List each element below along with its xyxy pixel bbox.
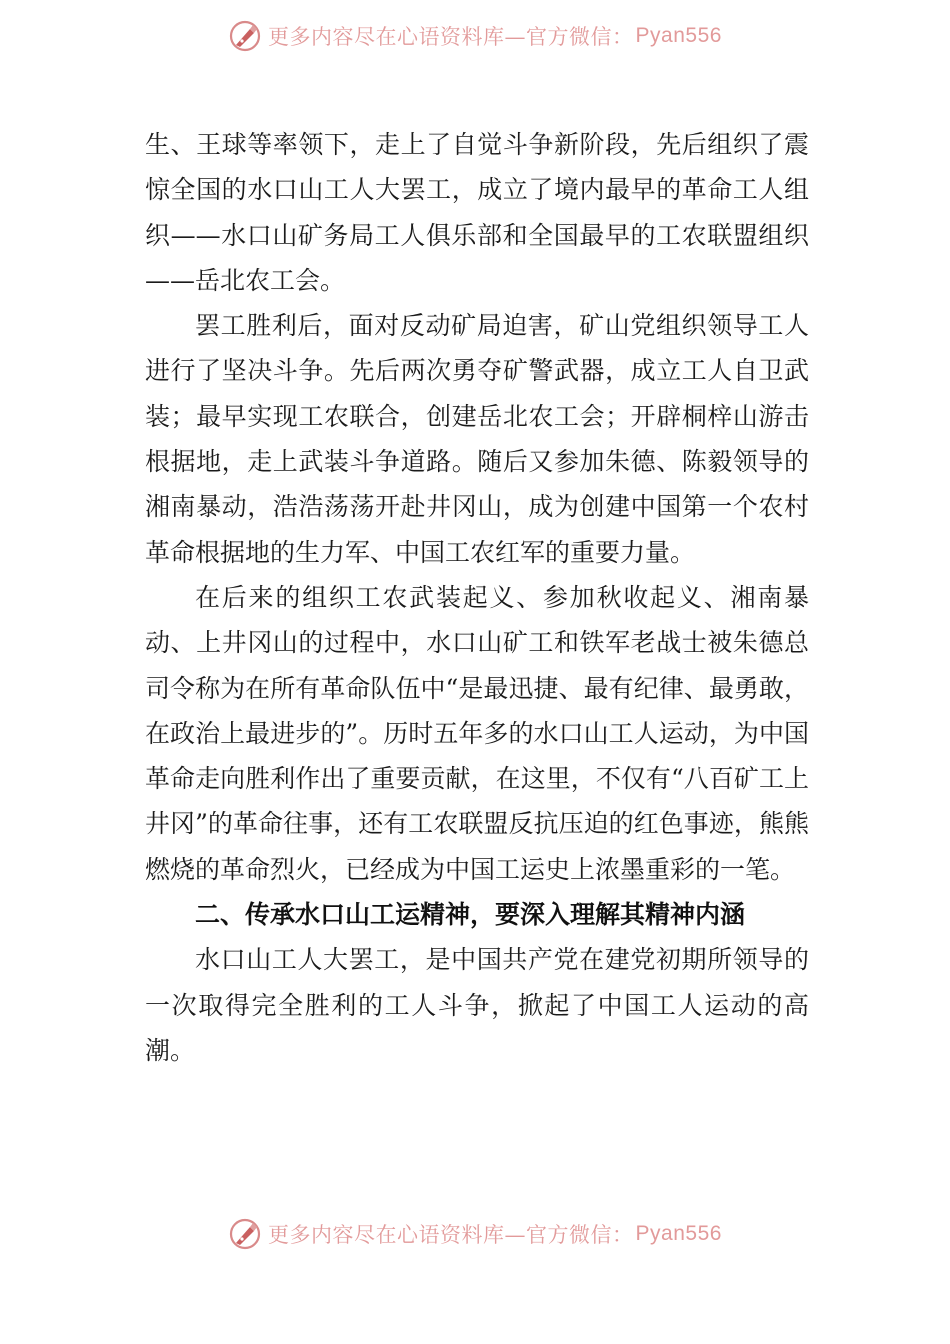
paragraph-continuation: 生、王球等率领下，走上了自觉斗争新阶段，先后组织了震惊全国的水口山工人大罢工，成立了境内最早的革命工人组织——水口山矿务局工人俱乐部和全国最早的工农联盟组织——岳北农工会。 — [145, 130, 809, 295]
paragraph-strike-victory: 罢工胜利后，面对反动矿局迫害，矿山党组织领导工人进行了坚决斗争。先后两次勇夺矿警武器，成立工人自卫武装；最早实现工农联合，创建岳北农工会；开辟桐梓山游击根据地，走上武装斗争道路。随后又参加朱德、陈毅领导的湘南暴动，浩浩荡荡开赴井冈山，成为创建中国第一个农村革命根据地的生力军、中国工农红军的重要力量。 — [145, 311, 809, 567]
header-watermark-text: 更多内容尽在心语资料库—官方微信： — [268, 25, 634, 49]
footer-watermark-wechat-id: Pyan556 — [635, 1222, 722, 1245]
article-body — [145, 122, 809, 1073]
paragraph-great-strike: 水口山工人大罢工，是中国共产党在建党初期所领导的一次取得完全胜利的工人斗争，掀起了中国工人运动的高潮。 — [145, 945, 809, 1065]
pen-nib-logo-icon — [228, 19, 262, 53]
pen-nib-logo-icon — [228, 1217, 262, 1251]
header-watermark-wechat-id: Pyan556 — [635, 24, 722, 47]
footer-watermark-banner — [0, 1214, 950, 1254]
footer-watermark-text: 更多内容尽在心语资料库—官方微信： — [268, 1223, 634, 1247]
paragraph-later-uprisings: 在后来的组织工农武装起义、参加秋收起义、湘南暴动、上井冈山的过程中，水口山矿工和铁军老战士被朱德总司令称为在所有革命队伍中“是最迅捷、最有纪律、最勇敢，在政治上最进步的”。历时五年多的水口山工人运动，为中国革命走向胜利作出了重要贡献，在这里，不仅有“八百矿工上井冈”的革命往事，还有工农联盟反抗压迫的红色事迹，熊熊燃烧的革命烈火，已经成为中国工运史上浓墨重彩的一笔。 — [145, 582, 809, 884]
header-watermark-banner — [0, 16, 950, 56]
section-heading-two: 二、传承水口山工运精神，要深入理解其精神内涵 — [195, 900, 746, 930]
